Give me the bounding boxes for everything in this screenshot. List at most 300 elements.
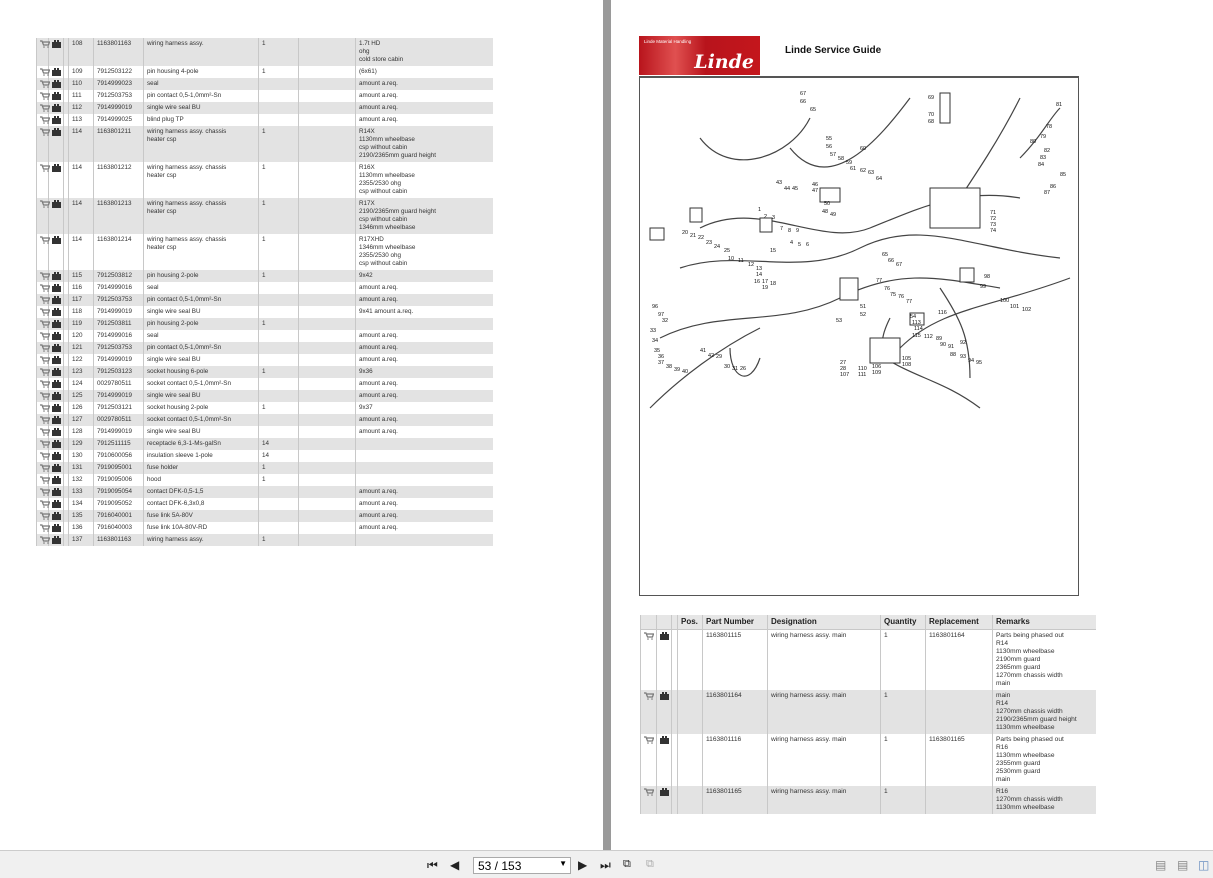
part-info-icon[interactable] — [49, 498, 64, 510]
wire — [660, 278, 1000, 338]
cell-pos: 116 — [69, 282, 94, 294]
table-row — [37, 402, 494, 414]
cell-pos: 115 — [69, 270, 94, 282]
viewer-toolbar — [0, 850, 1213, 878]
callout-label: 115 — [912, 333, 921, 339]
cell-part: 7914999019 — [94, 426, 144, 438]
callout-label: 56 — [826, 144, 833, 150]
cell-part: 7914999019 — [94, 390, 144, 402]
cell-designation: hood — [144, 474, 259, 486]
two-page-view-icon[interactable]: ◫ — [1198, 858, 1210, 872]
parts-table-right — [640, 615, 1096, 814]
cell-pos — [678, 786, 703, 814]
fit-page-icon[interactable]: ⧉ — [623, 858, 631, 870]
table-row — [37, 102, 494, 114]
cell-designation: wiring harness assy. main — [768, 734, 881, 786]
cell-remarks: 1.7t HD ohg cold store cabin — [356, 38, 494, 66]
cell-replacement — [299, 114, 356, 126]
cell-replacement — [926, 786, 993, 814]
callout-label: 99 — [980, 284, 987, 290]
table-row — [37, 510, 494, 522]
callout-label: 78 — [1046, 124, 1053, 130]
callout-label: 55 — [826, 136, 833, 142]
cell-designation: wiring harness assy. main — [768, 630, 881, 691]
callout-label: 90 — [940, 342, 947, 348]
part-info-icon[interactable] — [49, 114, 64, 126]
cell-designation: single wire seal BU — [144, 390, 259, 402]
table-row — [641, 734, 1097, 786]
callout-label: 70 — [928, 112, 935, 118]
callout-label: 65 — [810, 107, 817, 113]
connector — [930, 188, 980, 228]
cell-part: 1163801214 — [94, 234, 144, 270]
cell-part: 1163801164 — [703, 690, 768, 734]
part-info-icon[interactable] — [49, 474, 64, 486]
add-to-cart-icon[interactable] — [37, 162, 49, 198]
part-info-icon[interactable] — [49, 486, 64, 498]
table-row — [37, 198, 494, 234]
part-info-icon[interactable] — [49, 198, 64, 234]
callout-label: 82 — [1044, 148, 1051, 154]
callout-label: 75 — [890, 292, 897, 298]
part-info-icon[interactable] — [49, 414, 64, 426]
prev-page-icon[interactable]: ◀ — [450, 858, 460, 872]
callout-label: 74 — [990, 228, 997, 234]
cell-qty: 1 — [259, 66, 299, 78]
cell-designation: wiring harness assy. main — [768, 690, 881, 734]
add-to-cart-icon[interactable] — [37, 534, 49, 546]
cell-qty — [259, 282, 299, 294]
callout-label: 28 — [840, 366, 847, 372]
cell-pos — [678, 690, 703, 734]
callout-label: 76 — [898, 294, 905, 300]
cell-part: 7912511115 — [94, 438, 144, 450]
callout-label: 66 — [800, 99, 807, 105]
cell-pos: 136 — [69, 522, 94, 534]
table-row — [37, 306, 494, 318]
callout-label: 38 — [666, 364, 673, 370]
cell-designation: contact DFK-0,5-1,5 — [144, 486, 259, 498]
callout-label: 47 — [812, 188, 819, 194]
cell-replacement: 1163801165 — [926, 734, 993, 786]
cell-qty: 1 — [259, 402, 299, 414]
add-to-cart-icon[interactable] — [37, 414, 49, 426]
part-info-icon[interactable] — [49, 294, 64, 306]
cell-remarks: amount a.req. — [356, 294, 494, 306]
add-to-cart-icon[interactable] — [37, 366, 49, 378]
add-to-cart-icon[interactable] — [37, 126, 49, 162]
table-row — [37, 498, 494, 510]
callout-label: 41 — [700, 348, 707, 354]
add-to-cart-icon[interactable] — [37, 66, 49, 78]
callout-label: 95 — [976, 360, 983, 366]
callout-label: 113 — [912, 320, 921, 326]
cell-part: 7910600056 — [94, 450, 144, 462]
part-info-icon[interactable] — [49, 450, 64, 462]
cell-qty: 1 — [259, 270, 299, 282]
add-to-cart-icon[interactable] — [641, 734, 657, 786]
cell-part: 7914999019 — [94, 102, 144, 114]
part-info-icon[interactable] — [657, 786, 672, 814]
callout-label: 102 — [1022, 307, 1032, 313]
table-row — [37, 162, 494, 198]
part-info-icon[interactable] — [49, 510, 64, 522]
cell-remarks: 9x42 — [356, 270, 494, 282]
cell-part: 1163801115 — [703, 630, 768, 691]
cell-pos: 133 — [69, 486, 94, 498]
cell-replacement — [299, 462, 356, 474]
cell-designation: wiring harness assy. chassis heater csp — [144, 126, 259, 162]
cell-qty — [259, 330, 299, 342]
cell-pos: 123 — [69, 366, 94, 378]
cell-pos: 137 — [69, 534, 94, 546]
add-to-cart-icon[interactable] — [37, 354, 49, 366]
col-part-number: Part Number — [703, 615, 768, 630]
callout-label: 3 — [772, 215, 776, 221]
cell-designation: fuse link 5A-80V — [144, 510, 259, 522]
cell-part: 7914999019 — [94, 306, 144, 318]
callout-label: 23 — [706, 240, 713, 246]
callout-label: 86 — [1050, 184, 1057, 190]
cell-remarks — [356, 438, 494, 450]
part-info-icon[interactable] — [657, 690, 672, 734]
first-page-icon[interactable]: ⏮ — [427, 858, 438, 872]
table-row — [37, 474, 494, 486]
cell-part: 7916040003 — [94, 522, 144, 534]
part-info-icon[interactable] — [49, 378, 64, 390]
logo-subtitle: Linde Material Handling — [644, 39, 692, 44]
add-to-cart-icon[interactable] — [37, 342, 49, 354]
callout-label: 17 — [762, 279, 769, 285]
callout-label: 67 — [800, 91, 807, 97]
part-info-icon[interactable] — [49, 390, 64, 402]
part-info-icon[interactable] — [49, 402, 64, 414]
part-info-icon[interactable] — [657, 734, 672, 786]
callout-label: 67 — [896, 262, 903, 268]
add-to-cart-icon[interactable] — [37, 102, 49, 114]
add-to-cart-icon[interactable] — [37, 474, 49, 486]
add-to-cart-icon[interactable] — [37, 378, 49, 390]
cell-part: 7912503122 — [94, 66, 144, 78]
add-to-cart-icon[interactable] — [641, 630, 657, 691]
part-info-icon[interactable] — [49, 426, 64, 438]
cell-remarks: amount a.req. — [356, 390, 494, 402]
add-to-cart-icon[interactable] — [37, 498, 49, 510]
cell-part: 7914999025 — [94, 114, 144, 126]
add-to-cart-icon[interactable] — [37, 438, 49, 450]
callout-label: 33 — [650, 328, 657, 334]
cell-designation: single wire seal BU — [144, 354, 259, 366]
cell-pos — [678, 630, 703, 691]
add-to-cart-icon[interactable] — [37, 78, 49, 90]
cell-replacement — [299, 234, 356, 270]
cell-remarks — [356, 462, 494, 474]
cell-pos: 121 — [69, 342, 94, 354]
cell-remarks — [356, 450, 494, 462]
callout-label: 65 — [882, 252, 889, 258]
table-row — [37, 282, 494, 294]
cell-part: 7916040001 — [94, 510, 144, 522]
add-to-cart-icon[interactable] — [37, 462, 49, 474]
part-info-icon[interactable] — [49, 270, 64, 282]
cell-remarks: amount a.req. — [356, 342, 494, 354]
callout-label: 12 — [748, 262, 755, 268]
callout-label: 18 — [770, 281, 777, 287]
cell-qty: 1 — [259, 534, 299, 546]
cell-remarks: amount a.req. — [356, 522, 494, 534]
cell-pos: 125 — [69, 390, 94, 402]
callout-label: 31 — [732, 366, 739, 372]
add-to-cart-icon[interactable] — [37, 114, 49, 126]
part-info-icon[interactable] — [49, 282, 64, 294]
cell-replacement — [299, 498, 356, 510]
callout-label: 85 — [1060, 172, 1067, 178]
callout-label: 58 — [838, 156, 845, 162]
table-row — [641, 786, 1097, 814]
add-to-cart-icon[interactable] — [37, 306, 49, 318]
table-row — [37, 438, 494, 450]
callout-label: 72 — [990, 216, 997, 222]
cell-pos: 114 — [69, 126, 94, 162]
part-info-icon[interactable] — [657, 630, 672, 691]
callout-label: 1 — [758, 207, 762, 213]
cell-pos: 110 — [69, 78, 94, 90]
table-row — [37, 114, 494, 126]
callout-label: 11 — [738, 258, 744, 264]
cell-part: 7919095052 — [94, 498, 144, 510]
cell-qty — [259, 306, 299, 318]
cell-remarks: amount a.req. — [356, 486, 494, 498]
cell-pos: 120 — [69, 330, 94, 342]
cell-remarks: amount a.req. — [356, 414, 494, 426]
table-row — [37, 342, 494, 354]
parts-table-left — [36, 38, 493, 546]
callout-label: 13 — [756, 266, 763, 272]
col-remarks: Remarks — [993, 615, 1097, 630]
add-to-cart-icon[interactable] — [37, 234, 49, 270]
table-row — [37, 390, 494, 402]
table-row — [37, 234, 494, 270]
part-info-icon[interactable] — [49, 162, 64, 198]
cell-part: 7912503753 — [94, 90, 144, 102]
add-to-cart-icon[interactable] — [37, 38, 49, 66]
chevron-down-icon: ▼ — [559, 859, 567, 868]
table-row — [37, 330, 494, 342]
add-to-cart-icon[interactable] — [37, 270, 49, 282]
part-info-icon[interactable] — [49, 330, 64, 342]
page-number-select[interactable] — [473, 857, 571, 874]
table-row — [37, 414, 494, 426]
add-to-cart-icon[interactable] — [641, 786, 657, 814]
cell-designation: pin contact 0,5-1,0mm²-Sn — [144, 90, 259, 102]
logo-wordmark: Linde — [694, 51, 754, 73]
cell-qty — [259, 510, 299, 522]
cell-qty: 1 — [259, 462, 299, 474]
cell-part: 7914999019 — [94, 354, 144, 366]
connector — [870, 338, 900, 363]
callout-label: 7 — [780, 226, 784, 232]
cell-part: 1163801163 — [94, 38, 144, 66]
part-info-icon[interactable] — [49, 522, 64, 534]
part-info-icon[interactable] — [49, 102, 64, 114]
add-to-cart-icon[interactable] — [37, 282, 49, 294]
cell-pos: 130 — [69, 450, 94, 462]
callout-label: 8 — [788, 228, 792, 234]
cell-designation: pin contact 0,5-1,0mm²-Sn — [144, 342, 259, 354]
cell-qty — [259, 90, 299, 102]
callout-label: 92 — [960, 340, 967, 346]
cell-part: 0029780511 — [94, 378, 144, 390]
callout-label: 57 — [830, 152, 837, 158]
cell-replacement — [299, 390, 356, 402]
add-to-cart-icon[interactable] — [37, 522, 49, 534]
callout-label: 39 — [674, 367, 681, 373]
part-info-icon[interactable] — [49, 462, 64, 474]
callout-label: 97 — [658, 312, 665, 318]
cell-pos: 112 — [69, 102, 94, 114]
cell-replacement — [299, 330, 356, 342]
cell-pos: 134 — [69, 498, 94, 510]
add-to-cart-icon[interactable] — [37, 486, 49, 498]
callout-label: 105 — [902, 356, 912, 362]
connector — [960, 268, 974, 282]
cell-part: 1163801211 — [94, 126, 144, 162]
add-to-cart-icon[interactable] — [37, 198, 49, 234]
add-to-cart-icon[interactable] — [37, 294, 49, 306]
part-info-icon[interactable] — [49, 78, 64, 90]
part-info-icon[interactable] — [49, 306, 64, 318]
cell-part: 7912503121 — [94, 402, 144, 414]
left-page — [0, 0, 603, 850]
continuous-view-icon[interactable]: ▤ — [1177, 858, 1189, 872]
next-page-icon[interactable]: ▶ — [578, 858, 588, 872]
callout-label: 101 — [1010, 304, 1020, 310]
wire — [1020, 108, 1060, 158]
connector — [820, 188, 840, 202]
callout-label: 44 — [784, 186, 791, 192]
add-to-cart-icon[interactable] — [641, 690, 657, 734]
cell-replacement — [299, 486, 356, 498]
add-to-cart-icon[interactable] — [37, 426, 49, 438]
callout-label: 5 — [798, 242, 802, 248]
cell-part: 7914999016 — [94, 330, 144, 342]
col-cart — [641, 615, 657, 630]
cell-part: 0029780511 — [94, 414, 144, 426]
cell-qty — [259, 78, 299, 90]
wire — [700, 118, 810, 160]
add-to-cart-icon[interactable] — [37, 402, 49, 414]
callout-label: 107 — [840, 372, 850, 378]
single-page-view-icon[interactable]: ▤ — [1155, 858, 1167, 872]
cell-pos: 118 — [69, 306, 94, 318]
cell-part: 1163801163 — [94, 534, 144, 546]
table-row — [37, 426, 494, 438]
part-info-icon[interactable] — [49, 90, 64, 102]
cell-remarks: R16 1270mm chassis width 1130mm wheelbase — [993, 786, 1097, 814]
table-row — [37, 294, 494, 306]
cell-designation: seal — [144, 330, 259, 342]
cell-qty — [259, 102, 299, 114]
cell-replacement — [299, 522, 356, 534]
cell-qty: 1 — [881, 734, 926, 786]
cell-qty — [259, 342, 299, 354]
cell-qty — [259, 390, 299, 402]
part-info-icon[interactable] — [49, 234, 64, 270]
cell-replacement — [299, 438, 356, 450]
wire — [680, 235, 1060, 268]
cell-qty — [259, 294, 299, 306]
part-info-icon[interactable] — [49, 366, 64, 378]
part-info-icon[interactable] — [49, 126, 64, 162]
callout-label: 30 — [724, 364, 731, 370]
table-row — [37, 450, 494, 462]
last-page-icon[interactable]: ⏭ — [600, 858, 611, 872]
callout-label: 19 — [762, 285, 769, 291]
cell-replacement — [299, 414, 356, 426]
callout-label: 63 — [868, 170, 875, 176]
callout-label: 46 — [812, 182, 819, 188]
cell-part: 7919095006 — [94, 474, 144, 486]
callout-label: 89 — [936, 336, 943, 342]
page-title: Linde Service Guide — [785, 45, 882, 56]
callout-label: 14 — [756, 272, 763, 278]
add-to-cart-icon[interactable] — [37, 510, 49, 522]
fit-width-icon[interactable]: ⧉ — [646, 858, 654, 870]
part-info-icon[interactable] — [49, 66, 64, 78]
cell-replacement — [299, 102, 356, 114]
col-quantity: Quantity — [881, 615, 926, 630]
add-to-cart-icon[interactable] — [37, 450, 49, 462]
callout-label: 98 — [984, 274, 991, 280]
cell-designation: socket housing 2-pole — [144, 402, 259, 414]
cell-designation: wiring harness assy. main — [768, 786, 881, 814]
add-to-cart-icon[interactable] — [37, 390, 49, 402]
add-to-cart-icon[interactable] — [37, 318, 49, 330]
cell-pos: 132 — [69, 474, 94, 486]
cell-designation: wiring harness assy. chassis heater csp — [144, 234, 259, 270]
callout-label: 52 — [860, 312, 867, 318]
part-info-icon[interactable] — [49, 38, 64, 66]
part-info-icon[interactable] — [49, 534, 64, 546]
callout-label: 42 — [708, 353, 715, 359]
cell-replacement — [299, 198, 356, 234]
cell-remarks: 9x36 — [356, 366, 494, 378]
part-info-icon[interactable] — [49, 318, 64, 330]
cell-replacement — [299, 426, 356, 438]
cell-pos: 135 — [69, 510, 94, 522]
linde-logo — [639, 36, 760, 75]
cell-replacement — [299, 294, 356, 306]
part-info-icon[interactable] — [49, 342, 64, 354]
part-info-icon[interactable] — [49, 438, 64, 450]
add-to-cart-icon[interactable] — [37, 330, 49, 342]
cell-replacement — [299, 282, 356, 294]
cell-qty: 1 — [881, 786, 926, 814]
table-row — [37, 462, 494, 474]
cell-remarks: amount a.req. — [356, 282, 494, 294]
add-to-cart-icon[interactable] — [37, 90, 49, 102]
cell-replacement — [299, 378, 356, 390]
cell-replacement — [299, 90, 356, 102]
callout-label: 106 — [872, 364, 882, 370]
callout-label: 96 — [652, 304, 659, 310]
cell-pos: 119 — [69, 318, 94, 330]
cell-designation: fuse link 10A-80V-RD — [144, 522, 259, 534]
part-info-icon[interactable] — [49, 354, 64, 366]
callout-label: 71 — [990, 210, 997, 216]
callout-label: 16 — [754, 279, 761, 285]
cell-remarks: amount a.req. — [356, 90, 494, 102]
